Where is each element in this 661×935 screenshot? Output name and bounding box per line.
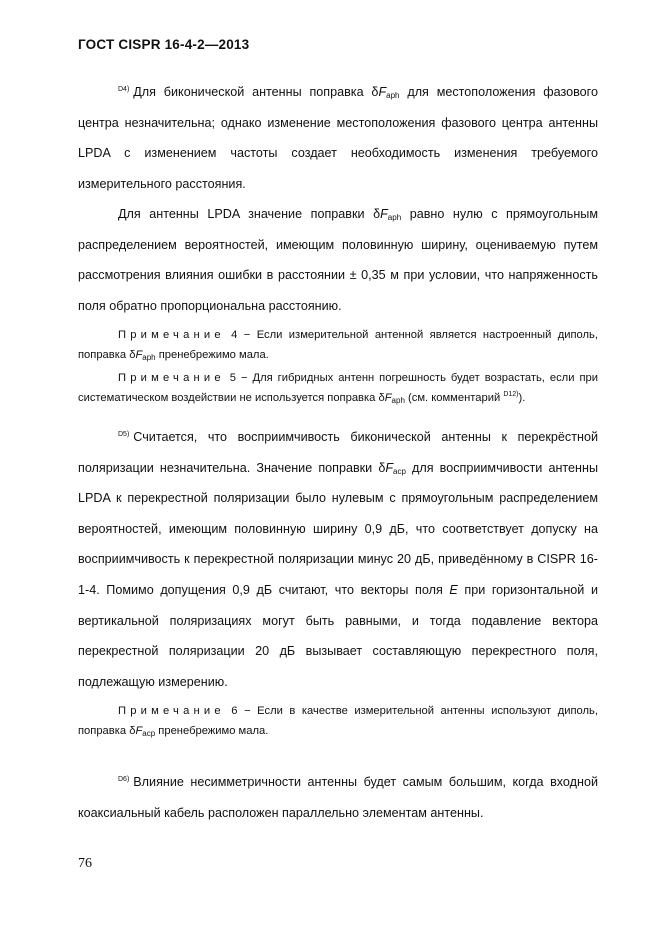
note-4: Примечание 4 − Если измерительной антенной является настроенный диполь, поправка $\delta F_{aph}$ пренебрежимо мала.: [78, 329, 598, 362]
note-label: Примечание: [118, 372, 225, 384]
comment-ref-d12: D12): [503, 391, 519, 398]
footnote-ref-d5: D5): [118, 431, 130, 438]
paragraph-d4: $^{D4)}$ Для биконической антенны поправка $\delta F_{aph}$ для местоположения фазового центра незначительна; однако изменение местоположения фазового центра антенны LPDA с изменением частоты создает необходимость изменения требуемого измерительного расстояния.: [78, 85, 598, 191]
note-5: Примечание 5 − Для гибридных антенн погрешность будет возрастать, если при систематическом воздействии не используется поправка $\delta F_{aph}$ (см. комментарий $^{D12)}$).: [78, 372, 598, 405]
note-label: Примечание: [118, 329, 225, 341]
paragraph-d5: $^{D5)}$ Считается, что восприимчивость биконической антенны к перекрёстной поляризации незначительна. Значение поправки $\delta F_{acp}$ для восприимчивости антенны LPDA к перекрестной поляризации было нулевым с прямоугольным распределением вероятностей, имеющим половинную ширину 0,9 дБ, что соответствует допуску на восприимчивость к перекрестной поляризации минус 20 дБ, приведённому в CISPR 16-1-4. Помимо допущения 0,9 дБ считают, что векторы поля E при горизонтальной и вертикальной поляризациях могут быть равными, и тогда подавление вектора перекрестной поляризации 20 дБ вызывает составляющую перекрестного поля, подлежащую измерению.: [78, 430, 598, 689]
page-number: 76: [78, 856, 92, 871]
document-header: ГОСТ CISPR 16-4-2—2013: [78, 37, 250, 52]
footnote-ref-d6: D6): [118, 776, 130, 783]
note-label: Примечание: [118, 705, 225, 717]
footnote-ref-d4: D4): [118, 86, 130, 93]
note-6: Примечание 6 − Если в качестве измерительной антенны используют диполь, поправка $\delta F_{acp}$ пренебрежимо мала.: [78, 705, 598, 738]
paragraph-d6: $^{D6)}$ Влияние несимметричности антенны будет самым большим, когда входной коаксиальный кабель расположен параллельно элементам антенны.: [78, 775, 598, 820]
paragraph-lpda: Для антенны LPDA значение поправки $\delta F_{aph}$ равно нулю с прямоугольным распределением вероятностей, имеющим половинную ширину, оцениваемую путем рассмотрения влияния ошибки в расстоянии ± 0,35 м при условии, что напряженность поля обратно пропорциональна расстоянию.: [78, 207, 598, 313]
